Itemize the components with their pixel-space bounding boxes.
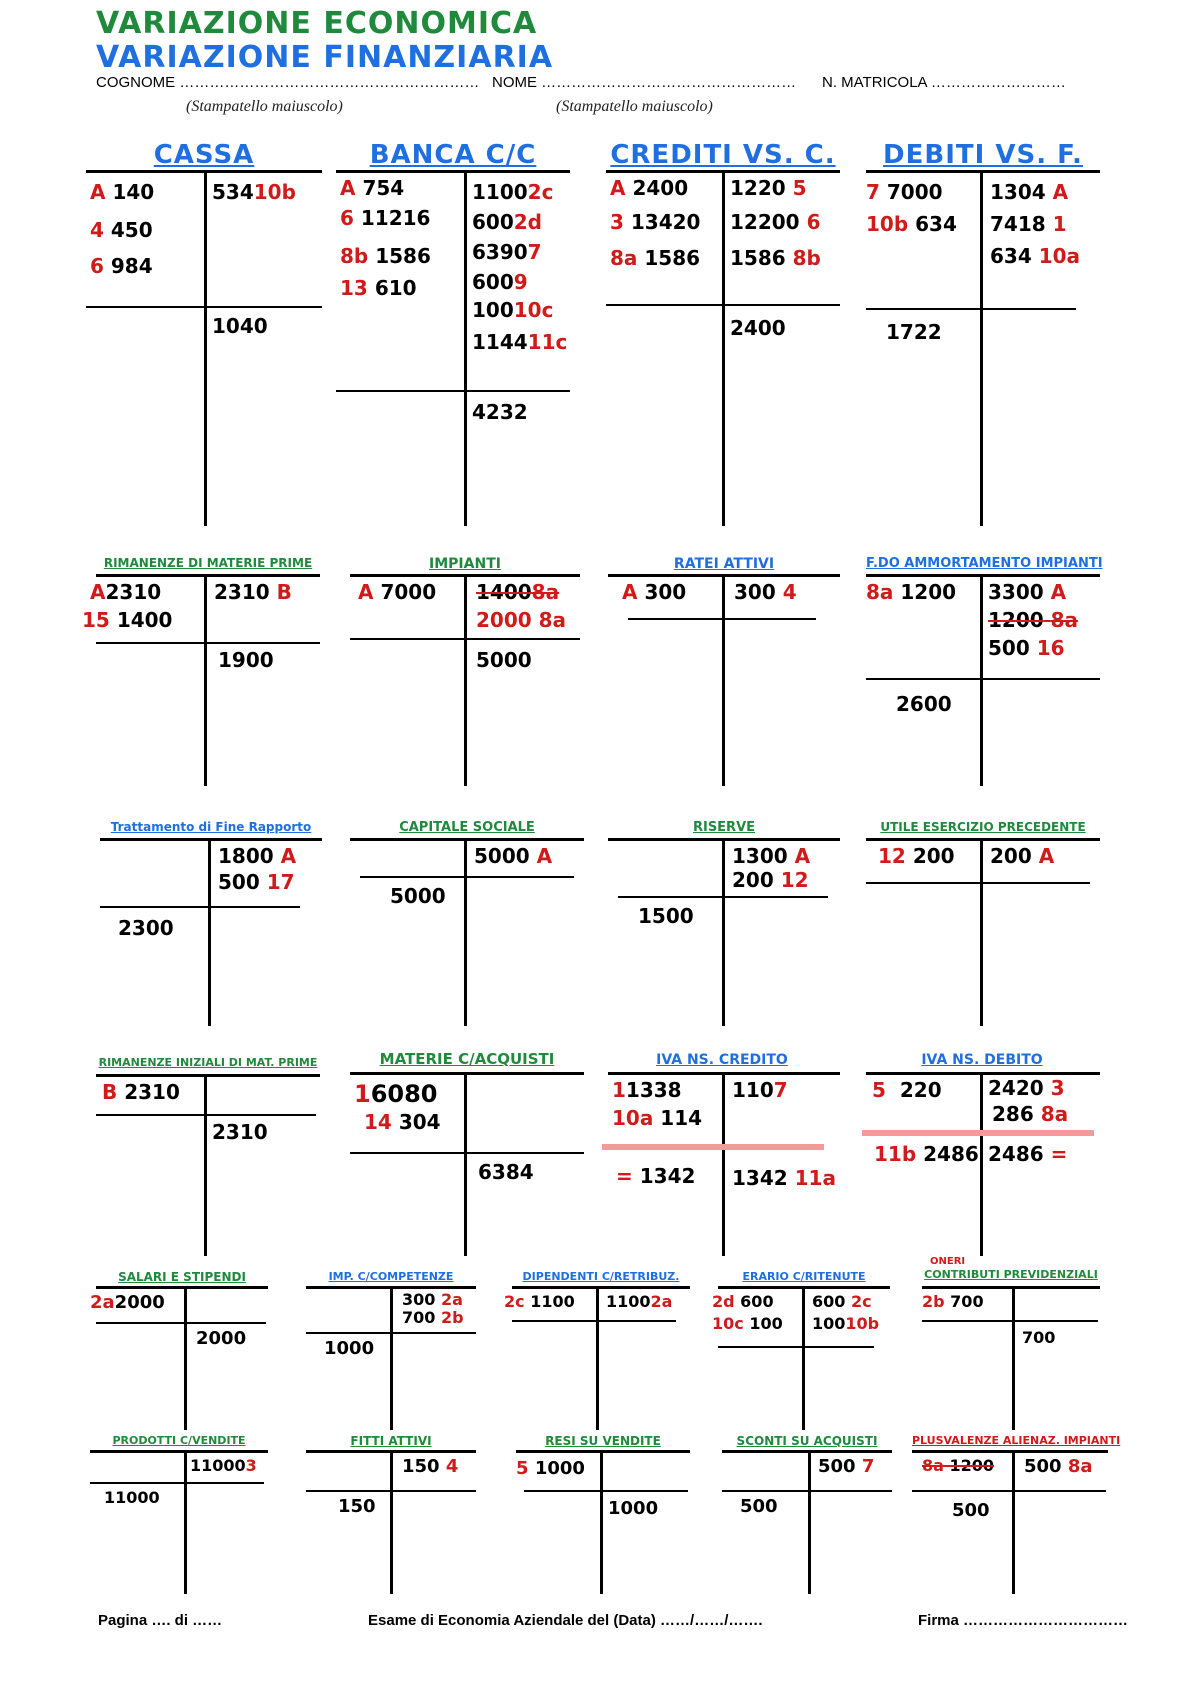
- entry-value: 150: [402, 1456, 440, 1477]
- entry-value: 2310: [214, 580, 270, 604]
- entry-value: 1338: [625, 1078, 682, 1102]
- entry-value: 1100: [472, 180, 528, 204]
- entry-ref: 4: [90, 218, 104, 242]
- account-materie-acquisti: [350, 1050, 584, 1256]
- entry-value: 450: [110, 218, 153, 242]
- entry-ref: 10b: [866, 212, 909, 236]
- account-name: PRODOTTI C/VENDITE: [112, 1434, 246, 1447]
- entry-value: 1144: [472, 330, 528, 354]
- entry-ref: 6: [806, 210, 821, 234]
- account-name: PLUSVALENZE ALIENAZ. IMPIANTI: [912, 1434, 1121, 1447]
- entry-ref: 10a: [1038, 244, 1081, 268]
- entry-ref: 3: [245, 1456, 257, 1475]
- balance-value: 5000: [476, 648, 532, 672]
- balance-value: 1040: [212, 314, 268, 338]
- balance-value: 5000: [390, 884, 446, 908]
- entry-value: 300: [402, 1290, 436, 1309]
- entry-ref: 10c: [712, 1314, 744, 1333]
- entry-ref: 9: [513, 270, 528, 294]
- entry-value: 11000: [190, 1456, 246, 1475]
- account-name: IMPIANTI: [429, 556, 501, 572]
- entry-ref: =: [1050, 1142, 1068, 1166]
- entry-ref: 4: [445, 1456, 459, 1477]
- balance-value: 700: [1022, 1328, 1056, 1347]
- entry-ref: 8a: [610, 246, 638, 270]
- entry-ref: 7: [866, 180, 880, 204]
- account-ratei-attivi: [608, 556, 840, 786]
- entry-value: 6390: [472, 240, 528, 264]
- total-highlight: [602, 1144, 824, 1150]
- account-name: DEBITI VS. F.: [883, 140, 1083, 170]
- account-name: RISERVE: [692, 820, 756, 835]
- entry-value: 600: [812, 1292, 846, 1311]
- matricola-field[interactable]: N. MATRICOLA ………………………: [822, 74, 1066, 91]
- account-name: RESI SU VENDITE: [545, 1434, 661, 1448]
- account-iva-debito: [862, 1052, 1102, 1256]
- entry-value: 600: [740, 1292, 774, 1311]
- account-dipendenti: [504, 1270, 690, 1430]
- account-name: RIMANENZE INIZIALI DI MAT. PRIME: [98, 1056, 318, 1069]
- account-rimanenze-iniziali: [96, 1056, 320, 1256]
- balance-value: 1000: [324, 1338, 375, 1359]
- entry-value: 1100: [606, 1292, 651, 1311]
- entry-value: 6080: [370, 1080, 438, 1108]
- entry-ref: A: [340, 176, 356, 200]
- entry-value: 2420: [988, 1076, 1044, 1100]
- account-name: SALARI E STIPENDI: [118, 1270, 246, 1284]
- account-name: MATERIE C/ACQUISTI: [379, 1050, 555, 1068]
- entry-value: 200: [732, 868, 774, 892]
- entry-value: 12200: [730, 210, 800, 234]
- entry-value: 1220: [730, 176, 786, 200]
- entry-ref: 5: [792, 176, 807, 200]
- entry-ref: 2b: [440, 1308, 464, 1327]
- entry-ref: 6: [90, 254, 104, 278]
- account-riserve: [608, 820, 840, 1026]
- account-name: ERARIO C/RITENUTE: [742, 1270, 866, 1283]
- cognome-hint: (Stampatello maiuscolo): [186, 98, 343, 115]
- account-name: Trattamento di Fine Rapporto: [110, 820, 312, 834]
- entry-value: 300: [734, 580, 776, 604]
- entry-ref: 2c: [850, 1292, 872, 1311]
- entry-value: 2486: [988, 1142, 1044, 1166]
- entry-value: 2000: [114, 1292, 165, 1313]
- entry-ref: 16: [1036, 636, 1065, 660]
- entry-ref: A: [1038, 844, 1055, 868]
- account-utile-esercizio: [866, 820, 1100, 1026]
- account-salari-stipendi: [90, 1270, 268, 1430]
- account-cassa: [86, 140, 322, 526]
- account-name: DIPENDENTI C/RETRIBUZ.: [522, 1270, 680, 1283]
- balance-value: 500: [952, 1500, 990, 1521]
- entry-value: 7000: [380, 580, 437, 604]
- entry-value: 2400: [632, 176, 689, 200]
- balance-value: 2600: [896, 692, 952, 716]
- entry-ref: 14: [364, 1110, 392, 1134]
- account-iva-credito: [602, 1052, 842, 1256]
- account-name: RIMANENZE DI MATERIE PRIME: [103, 556, 313, 570]
- entry-value: 100: [812, 1314, 846, 1333]
- total-highlight: [862, 1130, 1094, 1136]
- entry-ref: 2d: [712, 1292, 735, 1311]
- balance-value: 11000: [104, 1488, 160, 1507]
- account-name: SCONTI SU ACQUISTI: [736, 1434, 878, 1448]
- account-name: IVA NS. DEBITO: [921, 1052, 1043, 1068]
- entry-value: 2310: [105, 580, 162, 604]
- entry-value: 1342: [732, 1166, 788, 1190]
- entry-ref: 1: [612, 1078, 626, 1102]
- entry-value: 7418: [990, 212, 1046, 236]
- entry-ref: 8a: [866, 580, 894, 604]
- entry-ref: 13: [340, 276, 368, 300]
- entry-ref: 5: [872, 1078, 886, 1102]
- entry-value: 220: [899, 1078, 942, 1102]
- entry-value: 600: [472, 270, 514, 294]
- entry-value: 114: [660, 1106, 703, 1130]
- balance-value: 1500: [638, 904, 694, 928]
- entry-value: 500: [988, 636, 1030, 660]
- account-name: IVA NS. CREDITO: [656, 1052, 788, 1068]
- balance-value: 1900: [218, 648, 274, 672]
- account-impianti: [350, 556, 580, 786]
- entry-value: 1200: [949, 1456, 995, 1475]
- entry-ref: 2b: [922, 1292, 945, 1311]
- footer-page: Pagina …. di ……: [98, 1612, 223, 1629]
- balance-value: 4232: [472, 400, 528, 424]
- entry-value: 500: [818, 1456, 856, 1477]
- entry-ref: A: [622, 580, 638, 604]
- account-name: CONTRIBUTI PREVIDENZIALI: [924, 1268, 1098, 1281]
- entry-ref: 1: [354, 1080, 371, 1108]
- entry-ref: 7: [527, 240, 542, 264]
- entry-ref: A: [358, 580, 374, 604]
- entry-value: 300: [644, 580, 687, 604]
- entry-ref: =: [616, 1164, 633, 1188]
- account-name: CAPITALE SOCIALE: [399, 820, 535, 835]
- entry-value: 1400: [476, 580, 532, 604]
- title-variazione-economica: VARIAZIONE ECONOMICA: [96, 6, 538, 41]
- entry-value: 200: [990, 844, 1032, 868]
- balance-value: 2310: [212, 1120, 268, 1144]
- entry-ref: 3: [610, 210, 624, 234]
- entry-value: 1300: [732, 844, 788, 868]
- balance-value: 6384: [478, 1160, 534, 1184]
- balance-value: 2400: [730, 316, 786, 340]
- entry-value: 1000: [534, 1458, 585, 1479]
- entry-value: 1100: [530, 1292, 575, 1311]
- entry-value: 7000: [886, 180, 943, 204]
- account-plusvalenze: [912, 1434, 1121, 1594]
- entry-ref: 8a: [1050, 608, 1079, 632]
- entry-value: 1400: [116, 608, 173, 632]
- entry-ref: 8a: [531, 580, 560, 604]
- entry-ref: A: [280, 844, 297, 868]
- entry-ref: 12: [780, 868, 809, 892]
- entry-ref: 10c: [513, 298, 554, 322]
- account-sconti-acquisti: [722, 1434, 892, 1594]
- entry-value: 634: [990, 244, 1032, 268]
- entry-ref: A: [90, 580, 106, 604]
- balance-value: 2000: [196, 1328, 247, 1349]
- entry-value: 754: [362, 176, 405, 200]
- account-capitale-sociale: [350, 820, 584, 1026]
- balance-value: 1722: [886, 320, 942, 344]
- entry-value: 1304: [990, 180, 1046, 204]
- entry-ref: 4: [782, 580, 797, 604]
- account-resi-vendite: [516, 1434, 690, 1594]
- entry-ref: A: [90, 180, 106, 204]
- entry-value: 984: [110, 254, 153, 278]
- entry-ref: B: [276, 580, 292, 604]
- entry-ref: 8b: [792, 246, 821, 270]
- entry-value: 1586: [730, 246, 786, 270]
- entry-ref: 3: [1050, 1076, 1065, 1100]
- entry-value: 11216: [360, 206, 431, 230]
- account-fitti-attivi: [306, 1434, 476, 1594]
- entry-ref: A: [536, 844, 553, 868]
- entry-ref: B: [102, 1080, 118, 1104]
- entry-value: 140: [112, 180, 155, 204]
- entry-ref: 11a: [794, 1166, 836, 1190]
- entry-ref: 8b: [340, 244, 369, 268]
- entry-value: 286: [992, 1102, 1034, 1126]
- entry-value: 100: [749, 1314, 783, 1333]
- entry-ref: 15: [82, 608, 110, 632]
- entry-ref: 17: [266, 870, 295, 894]
- account-name: UTILE ESERCIZIO PRECEDENTE: [880, 820, 1086, 834]
- entry-value: 2310: [124, 1080, 180, 1104]
- entry-value: 304: [398, 1110, 441, 1134]
- entry-value: 700: [402, 1308, 436, 1327]
- entry-value: 1342: [639, 1164, 696, 1188]
- entry-ref: 8a: [538, 608, 567, 632]
- account-banca: [336, 140, 570, 526]
- account-debiti: [866, 140, 1100, 526]
- footer-exam-date: Esame di Economia Aziendale del (Data) ……/……/…….: [368, 1612, 763, 1629]
- entry-value: 13420: [630, 210, 701, 234]
- account-crediti: [606, 140, 840, 526]
- entry-value: 610: [374, 276, 417, 300]
- entry-value: 1200: [988, 608, 1044, 632]
- entry-ref: 10b: [845, 1314, 880, 1333]
- entry-ref: 2a: [90, 1292, 115, 1313]
- cognome-field[interactable]: COGNOME ……………………………………………………: [96, 74, 480, 91]
- entry-ref: 2d: [513, 210, 542, 234]
- account-fondo-ammortamento: [866, 556, 1103, 786]
- account-tfr: [100, 820, 322, 1026]
- entry-ref: 11c: [527, 330, 568, 354]
- entry-ref: 2a: [440, 1290, 463, 1309]
- entry-ref: 7: [861, 1456, 875, 1477]
- entry-value: 1200: [900, 580, 957, 604]
- balance-value: 2300: [118, 916, 174, 940]
- account-erario-ritenute: [712, 1270, 890, 1430]
- entry-value: 1800: [218, 844, 274, 868]
- entry-ref: 2c: [504, 1292, 525, 1311]
- balance-value: 1000: [608, 1498, 659, 1519]
- title-variazione-finanziaria: VARIAZIONE FINANZIARIA: [96, 40, 554, 75]
- entry-ref: 1: [1052, 212, 1067, 236]
- entry-value: 634: [915, 212, 957, 236]
- entry-value: 700: [950, 1292, 984, 1311]
- entry-ref: 10b: [253, 180, 296, 204]
- entry-value: 1586: [644, 246, 701, 270]
- entry-ref: A: [610, 176, 626, 200]
- entry-ref: A: [1052, 180, 1069, 204]
- entry-ref: 2c: [527, 180, 554, 204]
- account-name-top: ONERI: [930, 1256, 966, 1267]
- entry-value: 200: [912, 844, 955, 868]
- entry-value: 600: [472, 210, 514, 234]
- account-oneri-contributi: [922, 1256, 1100, 1430]
- entry-ref: A: [1050, 580, 1067, 604]
- entry-value: 500: [1024, 1456, 1062, 1477]
- account-prodotti-vendite: [90, 1434, 268, 1594]
- nome-hint: (Stampatello maiuscolo): [556, 98, 713, 115]
- entry-value: 500: [218, 870, 260, 894]
- entry-ref: 8a: [922, 1456, 944, 1475]
- account-imp-competenze: [306, 1270, 476, 1430]
- entry-value: 1586: [375, 244, 431, 268]
- balance-value: 150: [338, 1496, 376, 1517]
- account-name: RATEI ATTIVI: [673, 556, 775, 572]
- entry-ref: 8a: [1040, 1102, 1069, 1126]
- footer-signature[interactable]: Firma ……………………………: [918, 1612, 1129, 1629]
- account-name: BANCA C/C: [369, 140, 537, 170]
- entry-ref: 7: [773, 1078, 788, 1102]
- account-name: CREDITI VS. C.: [610, 140, 836, 170]
- entry-ref: 8a: [1067, 1456, 1093, 1477]
- balance-value: 500: [740, 1496, 778, 1517]
- account-name: FITTI ATTIVI: [350, 1434, 432, 1448]
- account-rimanenze-materie-prime: [82, 556, 320, 786]
- entry-ref: 11b: [874, 1142, 917, 1166]
- entry-value: 2486: [923, 1142, 979, 1166]
- entry-ref: 2a: [650, 1292, 673, 1311]
- entry-value: 534: [212, 180, 254, 204]
- entry-value: 3300: [988, 580, 1044, 604]
- entry-value: 110: [732, 1078, 774, 1102]
- entry-value: 100: [472, 298, 514, 322]
- entry-ref: A: [794, 844, 811, 868]
- account-name: F.DO AMMORTAMENTO IMPIANTI: [866, 556, 1103, 571]
- entry-ref: 5: [516, 1458, 529, 1479]
- entry-ref: 6: [340, 206, 354, 230]
- nome-field[interactable]: NOME ……………………………………………: [492, 74, 797, 91]
- entry-value: 2000: [476, 608, 532, 632]
- entry-ref: 10a: [612, 1106, 654, 1130]
- entry-value: 5000: [474, 844, 530, 868]
- account-name: IMP. C/COMPETENZE: [328, 1270, 454, 1283]
- entry-ref: 12: [878, 844, 906, 868]
- account-name: CASSA: [153, 140, 255, 170]
